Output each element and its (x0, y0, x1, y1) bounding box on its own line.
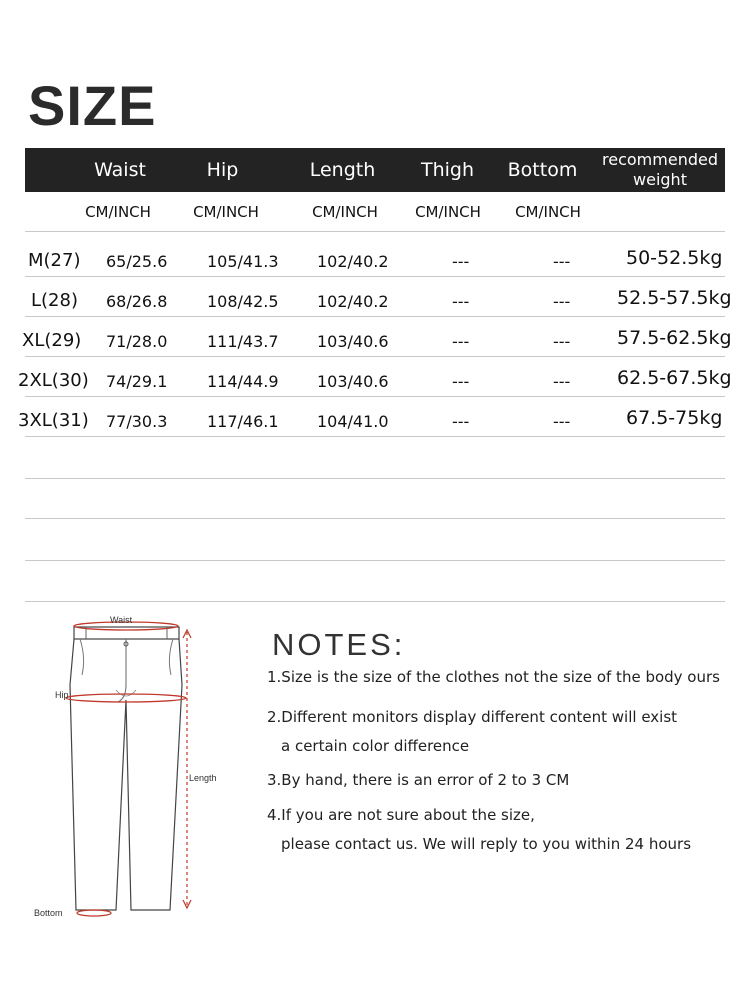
row-size: 3XL(31) (18, 410, 89, 431)
row-length: 104/41.0 (317, 412, 389, 431)
row-size: L(28) (31, 290, 78, 311)
header-recommended: recommended (602, 150, 718, 169)
row-divider (25, 356, 725, 357)
row-waist: 71/28.0 (106, 332, 168, 351)
diagram-label-hip: Hip (55, 690, 69, 700)
row-length: 103/40.6 (317, 372, 389, 391)
bottom-measure-line (77, 910, 111, 916)
header-waist: Waist (94, 159, 146, 181)
diagram-label-length: Length (189, 773, 217, 783)
row-divider (25, 436, 725, 437)
unit-waist: CM/INCH (85, 203, 151, 221)
row-divider (25, 601, 725, 602)
row-waist: 77/30.3 (106, 412, 168, 431)
note-item: a certain color difference (281, 737, 470, 755)
row-length: 102/40.2 (317, 292, 389, 311)
row-divider (25, 560, 725, 561)
note-item: 4.If you are not sure about the size, (267, 806, 535, 824)
row-bottom: --- (553, 292, 571, 311)
row-divider (25, 396, 725, 397)
row-size: M(27) (28, 250, 81, 271)
diagram-label-waist: Waist (110, 615, 133, 625)
row-waist: 74/29.1 (106, 372, 168, 391)
row-thigh: --- (452, 372, 470, 391)
row-bottom: --- (553, 252, 571, 271)
header-recommended-weight (595, 148, 725, 192)
row-weight: 50-52.5kg (626, 247, 723, 269)
note-item: 3.By hand, there is an error of 2 to 3 CM (267, 771, 570, 789)
row-hip: 111/43.7 (207, 332, 279, 351)
row-weight: 67.5-75kg (626, 407, 723, 429)
header-length: Length (309, 159, 376, 181)
row-hip: 114/44.9 (207, 372, 279, 391)
row-thigh: --- (452, 292, 470, 311)
page-title: SIZE (28, 74, 157, 137)
pants-measurement-diagram (30, 610, 230, 930)
row-divider (25, 276, 725, 277)
row-size: XL(29) (22, 330, 82, 351)
header-bottom: Bottom (507, 159, 578, 181)
row-hip: 117/46.1 (207, 412, 279, 431)
header-weight: weight (633, 170, 687, 189)
row-thigh: --- (452, 412, 470, 431)
row-weight: 57.5-62.5kg (617, 327, 732, 349)
table-header (25, 148, 725, 192)
row-thigh: --- (452, 332, 470, 351)
row-bottom: --- (553, 332, 571, 351)
row-thigh: --- (452, 252, 470, 271)
row-divider (25, 518, 725, 519)
diagram-label-bottom: Bottom (34, 908, 63, 918)
row-waist: 65/25.6 (106, 252, 168, 271)
notes-title: NOTES: (272, 627, 406, 662)
row-divider (25, 316, 725, 317)
unit-length: CM/INCH (312, 203, 378, 221)
row-hip: 105/41.3 (207, 252, 279, 271)
header-thigh: Thigh (420, 159, 475, 181)
row-waist: 68/26.8 (106, 292, 168, 311)
row-hip: 108/42.5 (207, 292, 279, 311)
row-length: 102/40.2 (317, 252, 389, 271)
row-bottom: --- (553, 372, 571, 391)
unit-bottom: CM/INCH (515, 203, 581, 221)
row-length: 103/40.6 (317, 332, 389, 351)
note-item: please contact us. We will reply to you within 24 hours (281, 835, 692, 853)
row-divider (25, 231, 725, 232)
header-hip: Hip (206, 159, 239, 181)
unit-thigh: CM/INCH (415, 203, 481, 221)
row-bottom: --- (553, 412, 571, 431)
row-size: 2XL(30) (18, 370, 89, 391)
pants-outline-icon (30, 610, 230, 930)
unit-hip: CM/INCH (193, 203, 259, 221)
note-item: 2.Different monitors display different content will exist (267, 708, 678, 726)
note-item: 1.Size is the size of the clothes not the size of the body ours (267, 668, 720, 686)
row-divider (25, 478, 725, 479)
row-weight: 52.5-57.5kg (617, 287, 732, 309)
row-weight: 62.5-67.5kg (617, 367, 732, 389)
